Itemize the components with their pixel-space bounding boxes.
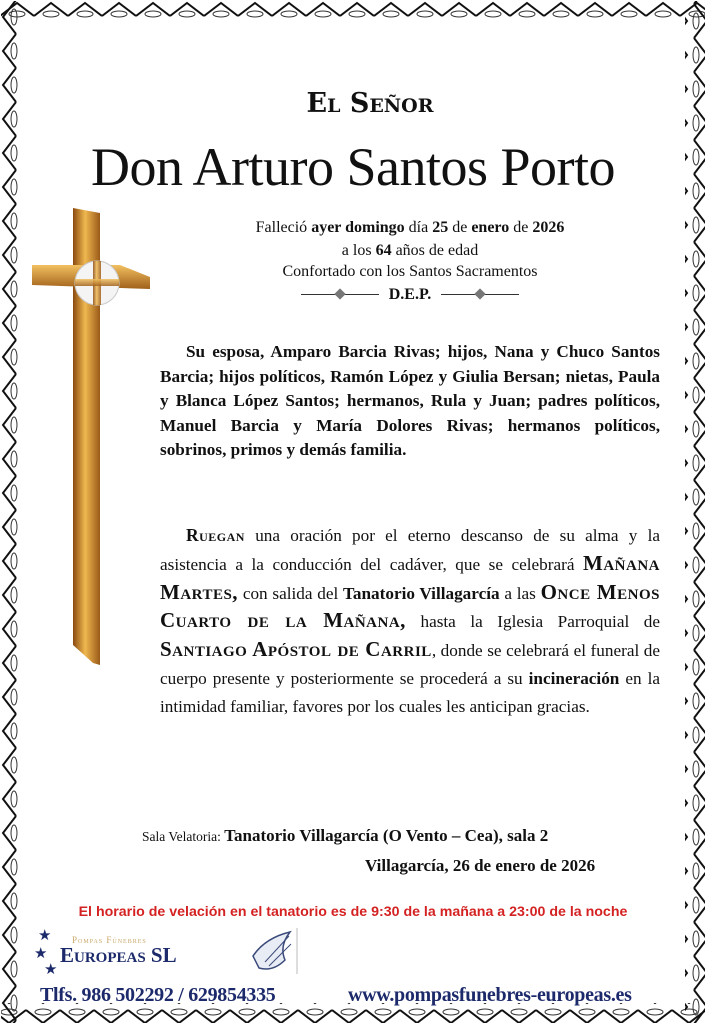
emphasis-bold: 2026	[532, 219, 565, 236]
text-run: a las	[499, 583, 541, 603]
emphasis-smallcaps: Santiago Apóstol de Carril	[160, 637, 432, 662]
deceased-name: Don Arturo Santos Porto	[90, 137, 616, 197]
ceremony-paragraph	[160, 522, 660, 721]
star-icon: ★	[44, 962, 58, 978]
dove-icon	[245, 926, 305, 978]
family-paragraph: Su esposa, Amparo Barcia Rivas; hijos, Nana y Chuco Santos Barcia; hijos políticos, Ramón López y Giulia Bersan; nietas, Paula y Blanca López Santos; hermanos, Rula y Juan; padres políticos, Manuel Barcia y María Dolores Rivas; hermanos políticos, sobrinos, primos y demás familia.	[160, 342, 660, 459]
text-run: con salida del	[238, 583, 343, 603]
text-run: , donde se celebrará el funeral de cuerpo presente y posteriormente se procederá a su	[160, 641, 660, 688]
emphasis-bold: incineración	[528, 668, 620, 688]
divider-ornament	[301, 294, 379, 295]
emphasis-bold: 25	[432, 219, 449, 236]
text-run: a los	[341, 242, 376, 259]
company-logo: ★ ★ ★ Pompas Fúnebres Europeas SL	[34, 928, 177, 978]
sala-value: Tanatorio Villagarcía (O Vento – Cea), sala 2	[224, 826, 549, 845]
star-icon: ★	[38, 928, 52, 944]
place-date: Villagarcía, 26 de enero de 2026	[365, 856, 596, 875]
text-run: de	[448, 219, 472, 236]
text-run: en la intimidad familiar, favores por los cuales les anticipan gracias.	[160, 668, 660, 716]
sala-velatoria	[142, 826, 548, 846]
title-prefix: El Señor	[306, 88, 434, 119]
text-run: de	[509, 219, 533, 236]
cross-image	[28, 205, 158, 670]
death-date-line	[190, 217, 630, 238]
emphasis-bold: ayer domingo	[311, 219, 405, 236]
visiting-hours: El horario de velación en el tanatorio es de 9:30 de la mañana a 23:00 de la noche	[78, 904, 628, 920]
sala-label: Sala Velatoria:	[142, 829, 225, 844]
sacraments-line: Confortado con los Santos Sacramentos	[282, 263, 538, 280]
phone-numbers: Tlfs. 986 502292 / 629854335	[40, 984, 276, 1006]
star-icon: ★	[34, 946, 48, 962]
emphasis-bold: Tanatorio Villagarcía	[343, 583, 500, 603]
emphasis-smallcaps: Once Menos Cuarto de la Mañana,	[160, 579, 660, 633]
text-run: años de edad	[391, 242, 479, 259]
emphasis-bold: enero	[471, 219, 510, 236]
website-link[interactable]: www.pompasfunebres-europeas.es	[348, 984, 632, 1006]
age-line	[190, 240, 630, 261]
text-run: día	[404, 219, 433, 236]
dep-line	[190, 284, 630, 305]
emphasis-smallcaps: Mañana Martes,	[160, 550, 660, 604]
emphasis-bold: 64	[375, 242, 392, 259]
dep-text: D.E.P.	[388, 286, 432, 303]
text-run: una oración por el eterno descanso de su alma y la asistencia a la conducción del cadáver, que se celebrará	[160, 526, 660, 574]
text-run: Falleció	[255, 219, 312, 236]
text-run: hasta la Iglesia Parroquial de	[405, 612, 660, 632]
emphasis-smallcaps: Ruegan	[186, 525, 245, 545]
divider-ornament	[441, 294, 519, 295]
